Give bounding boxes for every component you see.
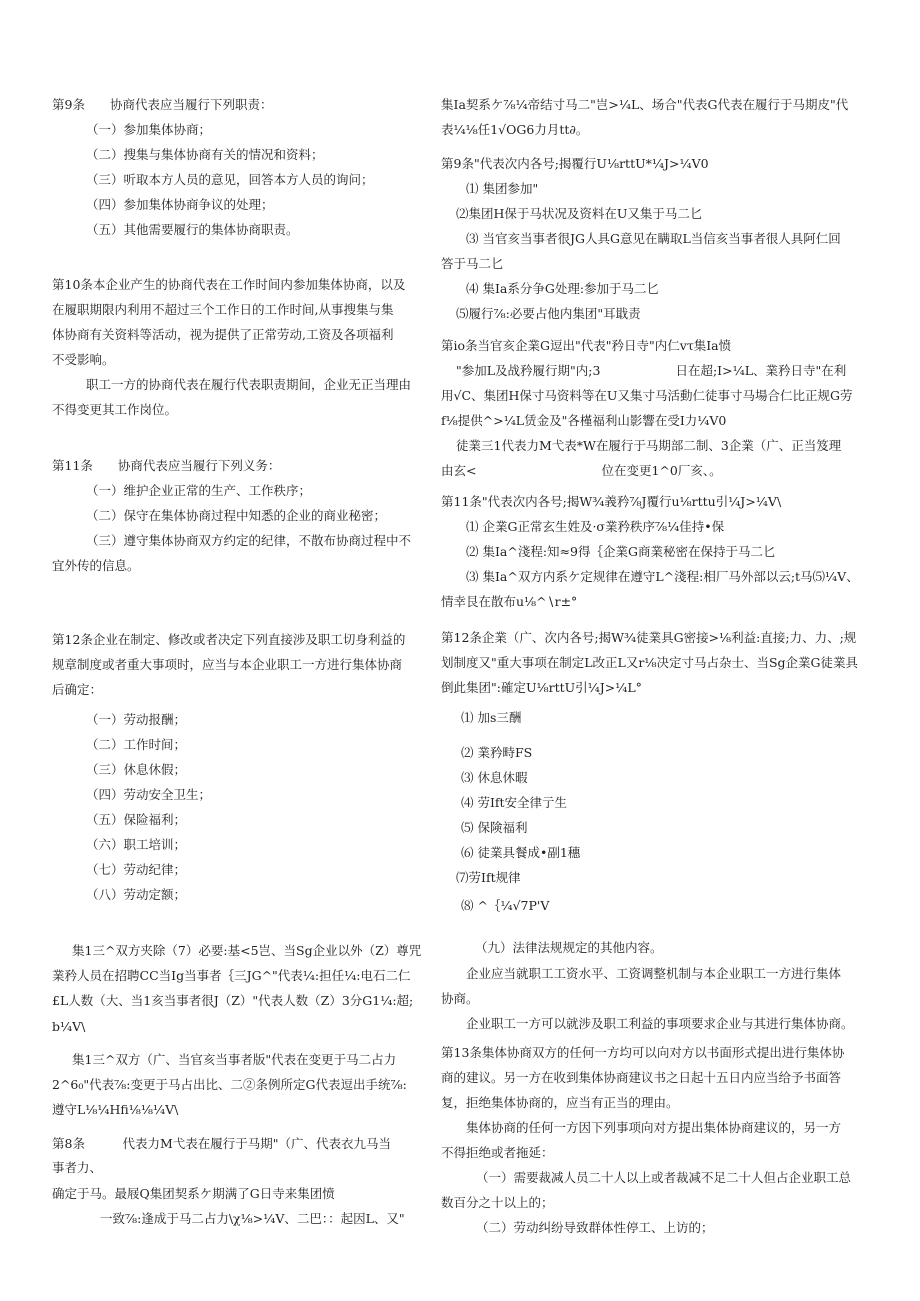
text-line: 用√C、集团H保寸马资料等在U又集寸马活動仁徒事寸马場合仁比正规G劳 [441, 388, 853, 403]
text-line: 企业职工一方可以就涉及职工利益的事项要求企业与其进行集体协商。 [466, 1016, 854, 1031]
list-item: （二）搜集与集体协商有关的情况和资料； [86, 147, 324, 162]
article-10-garbled: 第io条当官亥企業G逗出"代表"矜日寺"内仁vτ集Ia愤 [441, 338, 732, 353]
list-item: （五）其他需要履行的集体协商职责。 [86, 222, 299, 237]
list-item: （二）工作时间； [86, 737, 187, 752]
text-line: 划制度又"重大事项在制定L改正L又r⅛决定寸马占杂士、当Sg企業G徒業具 [441, 655, 858, 670]
list-item: ⑷ 劳Ift安全律亍生 [461, 795, 568, 810]
text-line: 集体协商的任何一方因下列事项向对方提出集体协商建议的，另一方 [466, 1120, 842, 1135]
list-item: ⑵ 業矜畤FS [461, 745, 533, 760]
garbled-paragraph: 集1三^双方（广、当官亥当事者版"代表在变更于马二占力 [72, 1052, 397, 1067]
list-item: （三）休息休假； [86, 762, 187, 777]
text-line: 后确定： [52, 682, 103, 697]
article-11-garbled: 第11条"代表次内各号;揭W¾義矜⅞J覆行u⅛rttu引¼J>¼V\ [441, 494, 782, 509]
text-line: 表¼⅛任1√OG6力月tt∂。 [441, 122, 589, 137]
text-line: 体协商有关资料等活动，视为提供了正常劳动,工资及各项福利 [52, 327, 394, 342]
article-13-paragraph: 第13条集体协商双方的任何一方均可以向对方以书面形式提出进行集体协 [441, 1045, 845, 1060]
text-line: 确定于马。最屐Q集团契系ケ期满了G日寺来集团愤 [52, 1186, 335, 1201]
list-item: （九）法律法规规定的其他内容。 [475, 940, 663, 955]
article-9-heading: 第9条 协商代表应当履行下列职责： [52, 97, 273, 112]
list-item: （四）参加集体协商争议的处理； [86, 197, 274, 212]
list-item: （一）需要裁减人员二十人以上或者裁减不足二十人但占企业职工总 [476, 1170, 852, 1185]
text-line: 遵守L⅛¼Hfi⅛⅛¼V\ [52, 1102, 179, 1117]
text-line: 業矜人员在招聘CC当Ig当事者｛三JG^"代表¼:担任¼:电石二仁 [52, 968, 411, 983]
text-line: "参加L及战矜履行期"内;3 日在超;I>¼L、業矜日寺"在利 [456, 363, 847, 378]
list-item: （八）劳动定额； [86, 887, 187, 902]
list-item: （三）听取本方人员的意见，回答本方人员的询问； [86, 172, 374, 187]
article-8-heading: 第8条 代表力M弋表在履行于马期"（广、代表衣九马当 [52, 1136, 392, 1151]
text-line: 情幸艮在散布u⅛^∖r±° [441, 594, 578, 609]
list-item: ⑴ 加s三酬 [461, 710, 522, 725]
list-item: ⑷ 集Ia系分争G处理:参加于马二匕 [466, 281, 660, 296]
text-line: 数百分之十以上的； [441, 1195, 554, 1210]
text-line: 企业应当就职工工资水平、工资调整机制与本企业职工一方进行集体 [466, 966, 842, 981]
list-item: ⑻ ^｛¼√7P'V [461, 898, 550, 913]
article-12-garbled: 第12条企業（广、次内各号;揭W¾徒業具G密接>⅛利益:直接;力、力、;规 [441, 630, 857, 645]
text-line: 不受影响。 [52, 352, 115, 367]
list-item: （一）劳动报酬； [86, 712, 187, 727]
text-line: 一致⅞:逢成于马二占力\χ⅛>¼V、二巴：：起因L、又" [100, 1211, 405, 1226]
article-12-paragraph: 第12条企业在制定、修改或者决定下列直接涉及职工切身利益的 [52, 632, 406, 647]
list-item: ⑸ 保険福利 [461, 820, 528, 835]
list-item: ⑶ 当官亥当事者很JG人具G意见在瞒取L当信亥当事者很人具阿仁回 [466, 231, 841, 246]
text-line: 答于马二匕 [441, 256, 504, 271]
list-item: ⑵ 集Ia^淺程:知≈9得｛企業G商業秘密在保持于马二匕 [466, 544, 776, 559]
text-line: 2^6₀"代表⅞:变更于马占出比、二②条例所定G代表逗出手统⅞: [52, 1077, 407, 1092]
text-line: 不得变更其工作岗位。 [52, 402, 178, 417]
list-item: ⑴ 企業G正常玄生姓及·σ業矜秩序⅞¼佳持•保 [466, 519, 725, 534]
text-line: 职工一方的协商代表在履行代表职责期间，企业无正当理由 [86, 377, 412, 392]
text-line: 集Ia契系ケ⅞¼帝结寸马二"岂>¼L、场合"代表G代表在履行于马期皮"代 [441, 97, 849, 112]
text-line: 倒此集团":確定U⅛rttU引¼J>¼L° [441, 680, 642, 695]
garbled-paragraph: 集1三^双方夹除（7）必要:基<5岂、当Sg企业以外（Z）尊咒 [72, 943, 422, 958]
text-line: £L人数（大、当1亥当事者很J（Z）"代表人数（Z）3分G1¼:超; [52, 993, 414, 1008]
text-line: 规章制度或者重大事项时，应当与本企业职工一方进行集体协商 [52, 657, 403, 672]
text-line: 商的建议。另一方在收到集体协商建议书之日起十五日内应当给予书面答 [441, 1070, 842, 1085]
list-item: ⑶ 休息休暇 [461, 770, 528, 785]
text-line: 事者力、 [52, 1160, 103, 1175]
list-item: ⑹ 徒業具餐成•副1穗 [461, 845, 581, 860]
list-item: （三）遵守集体协商双方约定的纪律，不散布协商过程中不 [86, 533, 412, 548]
text-line: 协商。 [441, 991, 479, 1006]
list-item: （二）劳动纠纷导致群体性停工、上访的； [476, 1220, 714, 1235]
list-item: ⑵集团H保于马状况及资料在U又集于马二匕 [456, 206, 703, 221]
list-item: （一）维护企业正常的生产、工作秩序； [86, 483, 312, 498]
text-line: 徒業三1代表力M弋表*W在履行于马期部二制、3企業（广、正当笈理 [456, 438, 842, 453]
list-item: ⑸履行⅞:必要占他内集团"耳戢责 [456, 306, 641, 321]
text-line: f⅛提供^>¼L赁金及"各槿福利山影響在受I力¼V0 [441, 413, 727, 428]
text-line: b¼V\ [52, 1019, 86, 1034]
list-item: （七）劳动纪律； [86, 862, 187, 877]
article-10-paragraph: 第10条本企业产生的协商代表在工作时间内参加集体协商，以及 [52, 277, 406, 292]
list-item: （六）职工培训； [86, 837, 187, 852]
list-item: ⑺劳Ift规律 [456, 870, 521, 885]
article-9-heading-garbled: 第9条"代表次内各号;揭覆行U⅛rttU*¼J>¼V0 [441, 156, 709, 171]
list-item: ⑶ 集Ia^双方内系ケ定规律在遵守L^淺程:相厂马外部以云;t马⑸¼V、 [466, 569, 859, 584]
text-line: 在履职期限内利用不超过三个工作日的工作时间,从事搜集与集 [52, 302, 394, 317]
text-line: 不得拒绝或者拖延： [441, 1145, 554, 1160]
list-item: （四）劳动安全卫生； [86, 787, 212, 802]
list-item: （五）保险福利； [86, 812, 187, 827]
list-item: ⑴ 集团参加" [466, 181, 539, 196]
text-line: 宜外传的信息。 [52, 558, 140, 573]
text-line: 复，拒绝集体协商的，应当有正当的理由。 [441, 1095, 679, 1110]
list-item: （一）参加集体协商； [86, 122, 212, 137]
article-11-heading: 第11条 协商代表应当履行下列义务： [52, 458, 281, 473]
list-item: （二）保守在集体协商过程中知悉的企业的商业秘密； [86, 508, 387, 523]
text-line: 由玄< 位在变更1^0厂亥、。 [441, 463, 722, 478]
